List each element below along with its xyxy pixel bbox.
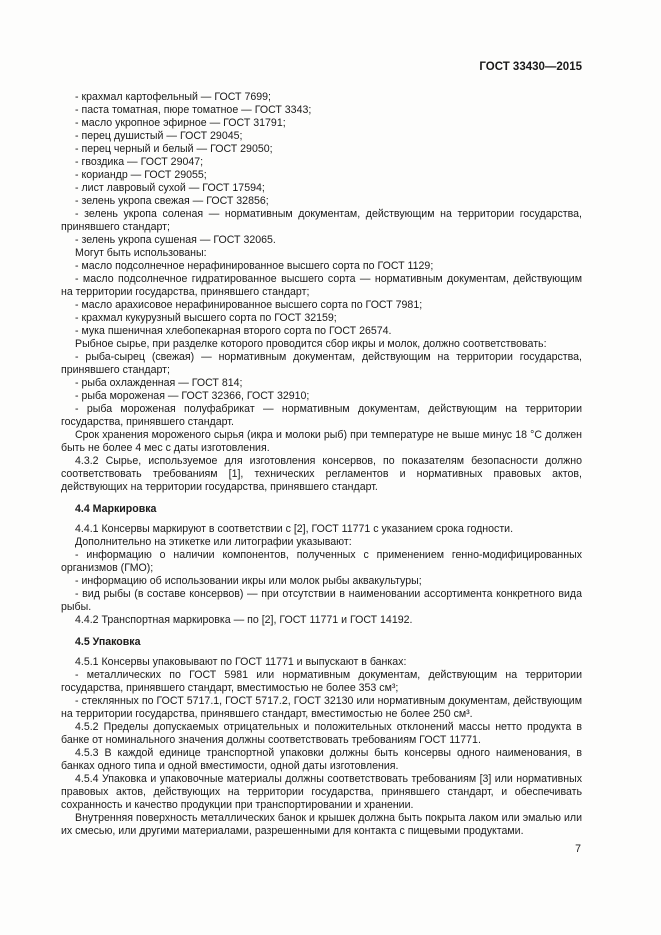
paragraph: Могут быть использованы: <box>75 247 207 259</box>
paragraph: - мука пшеничная хлебопекарная второго сорта по ГОСТ 26574. <box>75 325 392 337</box>
paragraph: 4.5.2 Пределы допускаемых отрицательных и положительных отклонений массы нетто продукта в банке от номинального значения должны соответствовать требованиям ГОСТ 11771. <box>61 721 582 746</box>
section-heading: 4.5 Упаковка <box>75 636 141 648</box>
paragraph: - масло укропное эфирное — ГОСТ 31791; <box>75 117 286 129</box>
paragraph: - паста томатная, пюре томатное — ГОСТ 3343; <box>75 104 312 116</box>
paragraph: - зелень укропа свежая — ГОСТ 32856; <box>75 195 269 207</box>
paragraph: Внутренняя поверхность металлических банок и крышек должна быть покрыта лаком или эмалью или их смесью, или другими материалами, разрешенными для контакта с пищевыми продуктами. <box>61 812 582 837</box>
paragraph: - информацию об использовании икры или молок рыбы аквакультуры; <box>75 575 422 587</box>
paragraph: - зелень укропа соленая — нормативным документам, действующим на территории государства, принявшего стандарт; <box>61 208 582 233</box>
paragraph: 4.5.4 Упаковка и упаковочные материалы должны соответствовать требованиям [3] или нормативных правовых актов, действующих на территории государства, принявшего стандарт, и обеспечивать сохранность и качество продукции при транспортировании и хранении. <box>61 773 582 811</box>
paragraph: - перец черный и белый — ГОСТ 29050; <box>75 143 273 155</box>
paragraph: - масло арахисовое нерафинированное высшего сорта по ГОСТ 7981; <box>75 299 423 311</box>
document-body <box>61 91 582 838</box>
section-heading: 4.4 Маркировка <box>75 503 157 515</box>
paragraph: - металлических по ГОСТ 5981 или нормативным документам, действующим на территории государства, принявшего стандарт, вместимостью не более 353 см³; <box>61 669 582 694</box>
paragraph: - рыба мороженая — ГОСТ 32366, ГОСТ 32910; <box>75 390 310 402</box>
paragraph: - крахмал картофельный — ГОСТ 7699; <box>75 91 271 103</box>
paragraph: 4.4.2 Транспортная маркировка — по [2], ГОСТ 11771 и ГОСТ 14192. <box>75 614 413 626</box>
paragraph: - кориандр — ГОСТ 29055; <box>75 169 207 181</box>
paragraph: - масло подсолнечное гидратированное высшего сорта — нормативным документам, действующим на территории государства, принявшего стандарт; <box>61 273 582 298</box>
paragraph: - рыба-сырец (свежая) — нормативным документам, действующим на территории государства, принявшего стандарт; <box>61 351 582 376</box>
paragraph: - перец душистый — ГОСТ 29045; <box>75 130 243 142</box>
paragraph: 4.3.2 Сырье, используемое для изготовления консервов, по показателям безопасности должно соответствовать требованиям [1], технических регламентов и нормативных правовых актов, действующих на территории государства, принявшего стандарт. <box>61 455 582 493</box>
paragraph: - зелень укропа сушеная — ГОСТ 32065. <box>75 234 276 246</box>
paragraph: - информацию о наличии компонентов, полученных с применением генно-модифицированных организмов (ГМО); <box>61 549 582 574</box>
paragraph: - рыба мороженая полуфабрикат — нормативным документам, действующим на территории государства, принявшего стандарт. <box>61 403 582 428</box>
paragraph: Рыбное сырье, при разделке которого проводится сбор икры и молок, должно соответствовать: <box>75 338 547 350</box>
paragraph: - лист лавровый сухой — ГОСТ 17594; <box>75 182 265 194</box>
paragraph: - рыба охлажденная — ГОСТ 814; <box>75 377 243 389</box>
paragraph: - вид рыбы (в составе консервов) — при отсутствии в наименовании ассортимента конкретного вида рыбы. <box>61 588 582 613</box>
paragraph: 4.5.3 В каждой единице транспортной упаковки должны быть консервы одного наименования, в банках одного типа и одной вместимости, одной даты изготовления. <box>61 747 582 772</box>
paragraph: - стеклянных по ГОСТ 5717.1, ГОСТ 5717.2, ГОСТ 32130 или нормативным документам, действующим на территории государства, принявшего стандарт, вместимостью не более 250 см³. <box>61 695 582 720</box>
paragraph: 4.4.1 Консервы маркируют в соответствии с [2], ГОСТ 11771 с указанием срока годности. <box>75 523 514 535</box>
page-number: 7 <box>575 843 581 855</box>
paragraph: Дополнительно на этикетке или литографии указывают: <box>75 536 352 548</box>
page-header: ГОСТ 33430—2015 <box>479 61 582 73</box>
paragraph: Срок хранения мороженого сырья (икра и молоки рыб) при температуре не выше минус 18 °С должен быть не более 4 мес с даты изготовления. <box>61 429 582 454</box>
paragraph: - крахмал кукурузный высшего сорта по ГОСТ 32159; <box>75 312 337 324</box>
paragraph: - масло подсолнечное нерафинированное высшего сорта по ГОСТ 1129; <box>75 260 434 272</box>
paragraph: - гвоздика — ГОСТ 29047; <box>75 156 204 168</box>
paragraph: 4.5.1 Консервы упаковывают по ГОСТ 11771 и выпускают в банках: <box>75 656 407 668</box>
